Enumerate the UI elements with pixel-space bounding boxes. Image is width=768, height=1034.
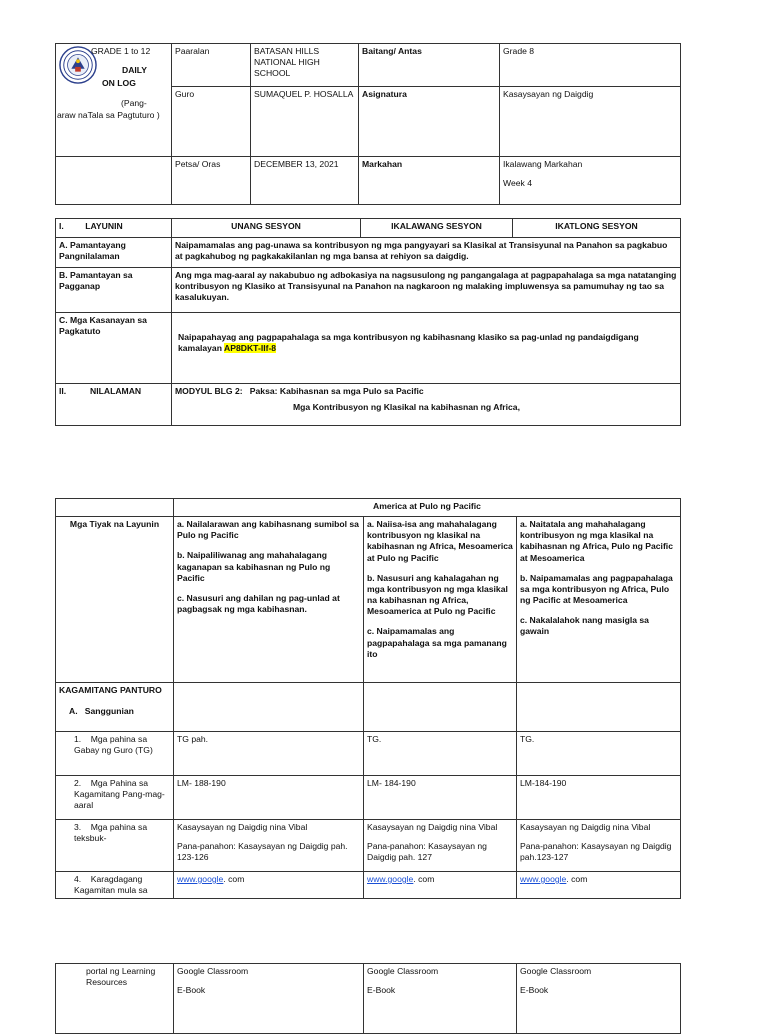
karagdagang-3 [517,872,681,899]
e-book: E-Book [177,985,206,996]
pamantayan-pagganap-label: B. Pamantayan sa Pagganap [56,268,172,313]
continued-table [55,963,681,1034]
obj1-c: c. Nasusuri ang dahilan ng pag-unlad at pagbagsak ng mga kabihasnan. [177,592,340,615]
baitang-label: Baitang/ Antas [359,44,500,87]
obj2-a: a. Naiisa-isa ang mahahalagang kontribusyon ng klasikal na kabihasnan ng Africa, Mesoamerica at Pulo ng Pacific [367,519,513,563]
kasanayan-text: Naipapahayag ang pagpapahalaga sa mga kontribusyon ng kabihasnang klasiko sa pag-unlad ng pandaigdigang kamalayan [178,332,639,354]
kagamitan-label: KAGAMITANG PANTURO [59,685,162,695]
asignatura-label: Asignatura [359,87,500,157]
lm-pages-label: 2. Mga Pahina sa Kagamitang Pang-mag-aaral [56,776,174,820]
guro-label: Guro [172,87,251,157]
unang-sesyon-header: UNANG SESYON [172,219,361,238]
portal-label: portal ng Learning Resources [56,964,174,1034]
teksbuk-1 [174,820,364,872]
lm-pages-3: LM-184-190 [517,776,681,820]
lm-pages-2: LM- 184-190 [364,776,517,820]
obj2-c: c. Naipamamalas ang pagpapahalaga sa mga pamanang ito [367,626,507,659]
pamantayang-pangnilalaman-text: Naipamamalas ang pag-unawa sa kontribusyon ng mga pangyayari sa Klasikal at Transisyunal na Panahon sa pagkabuo at pagkahubog ng pagkakakilanlan ng mga bansa at rehiyon sa daigdig. [172,238,681,268]
teksbuk-label: 3. Mga pahina sa teksbuk- [56,820,174,872]
tg-pages-label: 1. Mga pahina sa Gabay ng Guro (TG) [56,732,174,776]
blank-corner [56,499,174,517]
sanggunian-label: A. Sanggunian [69,706,134,717]
karagdagang-1 [174,872,364,899]
school-logo-cell [56,44,172,157]
guro-value: SUMAQUEL P. HOSALLA [251,87,359,157]
tg-pages-2: TG. [364,732,517,776]
subtitle-lead: (Pang- [121,98,147,108]
lesson-table [55,498,681,899]
teksbuk-2 [364,820,517,872]
empty-cell [364,683,517,732]
google-classroom: Google Classroom [520,966,592,976]
lm-pages-1: LM- 188-190 [174,776,364,820]
teksbuk-book: Kasaysayan ng Daigdig nina Vibal [177,822,308,832]
kagamitan-cell [56,683,174,732]
e-book: E-Book [367,985,396,996]
karagdagang-2 [364,872,517,899]
link-suffix: . com [566,874,588,884]
daily-log-line1: DAILY [122,65,147,75]
pamantayang-pangnilalaman-label: A. Pamantayang Pangnilalaman [56,238,172,268]
google-link[interactable]: www.google [177,874,224,884]
obj1-b: b. Naipaliliwanag ang mahahalagang kaganapan sa kabihasnan ng Pulo ng Pacific [177,550,331,583]
teksbuk-3 [517,820,681,872]
google-classroom: Google Classroom [367,966,439,976]
portal-3 [517,964,681,1034]
ikatlong-sesyon-header: IKATLONG SESYON [513,219,681,238]
kontribusyon-text: Mga Kontribusyon ng Klasikal na kabihasnan ng Africa, [293,402,520,413]
competency-code: AP8DKT-IIf-8 [224,343,277,354]
grade-range: GRADE 1 to 12 [91,46,151,56]
teksbuk-book: Kasaysayan ng Daigdig nina Vibal [520,822,651,832]
google-link[interactable]: www.google [367,874,414,884]
week-value: Week 4 [503,178,532,189]
petsa-value: DECEMBER 13, 2021 [251,157,359,205]
kasanayan-label: C. Mga Kasanayan sa Pagkatuto [56,313,172,384]
markahan-value: Ikalawang Markahan [503,159,583,169]
tg-pages-1: TG pah. [174,732,364,776]
paaralan-value: BATASAN HILLS NATIONAL HIGH SCHOOL [251,44,359,87]
teksbuk-pana: Pana-panahon: Kasaysayan ng Daigdig pah. 123-126 [177,841,348,863]
obj3-a: a. Naitatala ang mahahalagang kontribusyon ng mga klasikal na kabihasnan ng Africa, Pulo ng Pacific at Mesoamerica [520,519,673,563]
subtitle-rest: araw naTala sa Pagtuturo ) [57,110,160,120]
markahan-label: Markahan [359,157,500,205]
objectives-table [55,218,681,426]
teksbuk-book: Kasaysayan ng Daigdig nina Vibal [367,822,498,832]
paaralan-label: Paaralan [172,44,251,87]
nilalaman-cell [172,384,681,426]
obj3-b: b. Naipamamalas ang pagpapahalaga sa mga kontribusyon ng Africa, Pulo ng Pacific at Mesoamerica [520,572,673,606]
kasanayan-cell [172,313,681,384]
petsa-label: Petsa/ Oras [172,157,251,205]
daily-log-subtitle [57,97,169,121]
obj3-c: c. Nakalalahok nang masigla sa gawain [520,615,649,637]
google-classroom: Google Classroom [177,966,249,976]
portal-1 [174,964,364,1034]
tg-pages-3: TG. [517,732,681,776]
google-link[interactable]: www.google [520,874,567,884]
asignatura-value: Kasaysayan ng Daigdig [500,87,681,157]
portal-2 [364,964,517,1034]
objectives-col3 [517,517,681,683]
markahan-cell [500,157,681,205]
empty-cell [174,683,364,732]
e-book: E-Book [520,985,549,996]
link-suffix: . com [413,874,435,884]
ikalawang-sesyon-header: IKALAWANG SESYON [361,219,513,238]
teksbuk-pana: Pana-panahon: Kasaysayan ng Daigdig pah. 127 [367,841,487,863]
link-suffix: . com [223,874,245,884]
nilalaman-label: II. NILALAMAN [56,384,172,426]
modyul-text: MODYUL BLG 2: Paksa: Kabihasnan sa mga Pulo sa Pacific [175,386,424,396]
objectives-col1 [174,517,364,683]
pamantayan-pagganap-text: Ang mga mag-aaral ay nakabubuo ng adbokasiya na nagsusulong ng pangangalaga at pagpapahalaga sa mga natatanging kontribusyon ng Klasiko at Transisyunal na Panahon na nagkaroon ng malaking impluwensya sa pamumuhay ng tao sa kasalukuyan. [172,268,681,313]
empty-cell [56,157,172,205]
obj1-a: a. Nailalarawan ang kabihasnang sumibol sa Pulo ng Pacific [177,519,359,541]
obj2-b: b. Nasusuri ang kahalagahan ng mga kontribusyon ng mga klasikal na kabihasnan ng Africa, Mesoamerica at Pulo ng Pacific [367,572,508,617]
empty-cell [517,683,681,732]
objectives-col2 [364,517,517,683]
lesson-title: America at Pulo ng Pacific [174,499,681,517]
daily-log-title [102,64,147,90]
header-table [55,43,681,205]
tiyak-na-layunin-label: Mga Tiyak na Layunin [56,517,174,683]
teksbuk-pana: Pana-panahon: Kasaysayan ng Daigdig pah.123-127 [520,841,672,863]
karagdagang-label: 4. Karagdagang Kagamitan mula sa [56,872,174,899]
daily-log-line2: ON LOG [102,78,136,88]
layunin-header: I. LAYUNIN [56,219,172,238]
baitang-value: Grade 8 [500,44,681,87]
